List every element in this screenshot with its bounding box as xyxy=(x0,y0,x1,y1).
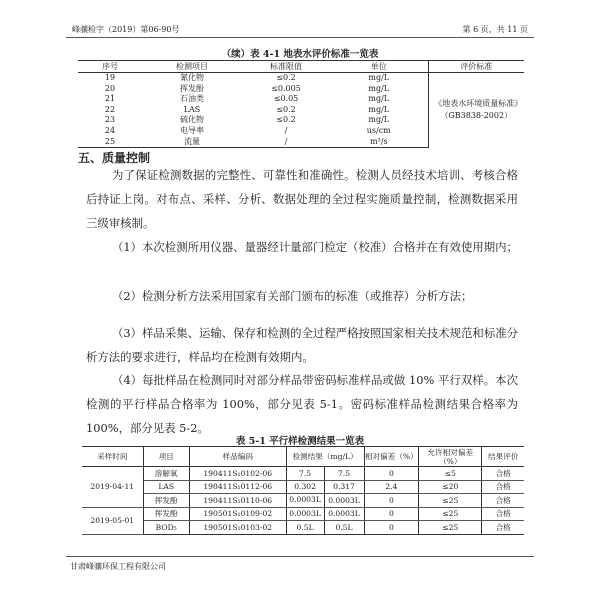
cell-evaluation: 合格 xyxy=(482,480,524,494)
col-header: 标准限值 xyxy=(242,61,330,73)
cell-unit: mg/L xyxy=(368,115,390,125)
col-header: 序号 xyxy=(78,61,142,73)
table-row xyxy=(82,480,524,494)
cell-item: 挥发酚 xyxy=(143,507,189,521)
cell-allowed: ≤25 xyxy=(419,494,482,508)
cell-no: 20 xyxy=(104,83,116,93)
cell-deviation: 0 xyxy=(364,467,419,481)
cell-result-2: 7.5 xyxy=(324,467,364,481)
col-header: 允许相对偏差（%） xyxy=(419,447,482,467)
cell-limit: / xyxy=(284,125,288,135)
cell-no: 21 xyxy=(104,94,116,104)
cell-evaluation: 合格 xyxy=(482,521,524,535)
cell-deviation: 0 xyxy=(364,507,419,521)
col-header: 采样时间 xyxy=(82,447,143,467)
col-header: 结果评价 xyxy=(482,447,524,467)
cell-code: 190411S₁0112-06 xyxy=(189,480,286,494)
cell-unit: mg/L xyxy=(368,104,390,114)
table-row xyxy=(82,521,524,535)
cell-allowed: ≤25 xyxy=(419,521,482,535)
table-header-row xyxy=(82,447,524,467)
cell-unit: us/cm xyxy=(366,125,391,135)
cell-date: 2019-05-01 xyxy=(82,507,143,534)
cell-result-1: 0.0003L xyxy=(286,507,324,521)
cell-result-1: 0.0003L xyxy=(286,494,324,508)
cell-deviation: 2.4 xyxy=(364,480,419,494)
cell-item: 流量 xyxy=(142,137,242,148)
page-number: 第 6 页，共 11 页 xyxy=(462,25,528,34)
cell-code: 190501S₁0103-02 xyxy=(189,521,286,535)
cell-item: 石油类 xyxy=(180,94,204,104)
cell-result-2: 0.0003L xyxy=(324,494,364,508)
col-header: 检测项目 xyxy=(142,61,242,73)
cell-allowed: ≤20 xyxy=(419,480,482,494)
cell-result-2: 0.5L xyxy=(324,521,364,535)
table-header-row xyxy=(78,61,524,73)
table-5-1-title: 表 5-1 平行样检测结果一览表 xyxy=(235,436,365,447)
cell-unit: mg/L xyxy=(368,94,390,104)
cell-unit: m³/s xyxy=(330,137,428,148)
cell-allowed: ≤5 xyxy=(419,467,482,481)
cell-item: 挥发酚 xyxy=(180,83,204,93)
col-header: 单位 xyxy=(330,61,428,73)
cell-evaluation: 合格 xyxy=(482,507,524,521)
cell-no: 23 xyxy=(104,115,116,125)
cell-limit: / xyxy=(242,137,330,148)
cell-code: 190501S₁0109-02 xyxy=(189,507,286,521)
company-name: 甘肃峰骧环保工程有限公司 xyxy=(70,562,166,571)
col-header: 相对偏差（%） xyxy=(364,447,419,467)
cell-item: LAS xyxy=(183,104,201,114)
col-header: 样品编码 xyxy=(189,447,286,467)
cell-unit: mg/L xyxy=(368,73,390,82)
table-row xyxy=(82,467,524,481)
cell-result-2: 0.317 xyxy=(324,480,364,494)
cell-result-1: 7.5 xyxy=(286,467,324,481)
col-header: 检测结果（mg/L） xyxy=(286,447,364,467)
cell-code: 190411S₁0110-06 xyxy=(189,494,286,508)
cell-item: 电导率 xyxy=(180,125,204,135)
cell-no: 19 xyxy=(104,73,116,82)
paragraph-item-3: （3）样品采集、运输、保存和检测的全过程严格按照国家相关技术规范和标准分析方法的要求进行，样品均在检测有效期内。 xyxy=(86,326,518,364)
cell-no: 25 xyxy=(78,137,142,148)
cell-limit: ≤0.2 xyxy=(276,73,296,82)
cell-no: 22 xyxy=(104,104,116,114)
section-heading: 五、质量控制 xyxy=(78,151,151,165)
table-row xyxy=(78,73,524,84)
cell-item: LAS xyxy=(143,480,189,494)
cell-limit: ≤0.005 xyxy=(271,83,301,93)
cell-allowed: ≤25 xyxy=(419,507,482,521)
cell-result-2: 0.0003L xyxy=(324,507,364,521)
cell-deviation: 0 xyxy=(364,521,419,535)
paragraph-item-4: （4）每批样品在检测同时对部分样品带密码标准样品或做 10% 平行双样。本次检测的平行样品合格率为 100%，部分见表 5-1。密码标准样品检测结果合格率为 100%，部分见表 5-2。 xyxy=(86,373,518,435)
cell-standard: 《地表水环境质量标准》（GB3838-2002） xyxy=(428,73,524,148)
cell-evaluation: 合格 xyxy=(482,494,524,508)
page-footer xyxy=(66,556,534,572)
cell-item: BOD₅ xyxy=(143,521,189,535)
cell-evaluation: 合格 xyxy=(482,467,524,481)
cell-limit: ≤0.05 xyxy=(273,94,299,104)
cell-unit: mg/L xyxy=(368,83,390,93)
table-4-1-title: （续）表 4-1 地表水评价标准一览表 xyxy=(221,49,379,60)
paragraph-item-1: （1）本次检测所用仪器、量器经计量部门检定（校准）合格并在有效使用期内； xyxy=(112,240,518,254)
table-row xyxy=(82,494,524,508)
paragraph-item-2: （2）检测分析方法采用国家有关部门颁布的标准（或推荐）分析方法； xyxy=(112,289,473,303)
col-header: 评价标准 xyxy=(428,61,524,73)
page-header xyxy=(66,23,534,38)
surface-water-standard-table xyxy=(78,60,524,148)
cell-limit: ≤0.2 xyxy=(276,115,296,125)
cell-result-1: 0.302 xyxy=(286,480,324,494)
cell-item: 氰化物 xyxy=(180,73,204,82)
col-header: 项目 xyxy=(143,447,189,467)
cell-date: 2019-04-11 xyxy=(82,467,143,508)
paragraph-intro: 为了保证检测数据的完整性、可靠性和准确性。检测人员经技术培训、考核合格后持证上岗。对布点、采样、分析、数据处理的全过程实施质量控制，检测数据采用三级审核制。 xyxy=(86,168,518,230)
cell-item: 硫化物 xyxy=(180,115,204,125)
cell-deviation: 0 xyxy=(364,494,419,508)
cell-code: 190411S₁0102-06 xyxy=(189,467,286,481)
parallel-sample-table xyxy=(82,446,524,535)
cell-item: 挥发酚 xyxy=(143,494,189,508)
cell-limit: ≤0.2 xyxy=(276,104,296,114)
cell-no: 24 xyxy=(104,125,116,135)
report-number: 峰骧检字（2019）第06-90号 xyxy=(72,25,180,34)
table-row xyxy=(82,507,524,521)
cell-item: 溶解氧 xyxy=(143,467,189,481)
cell-result-1: 0.5L xyxy=(286,521,324,535)
